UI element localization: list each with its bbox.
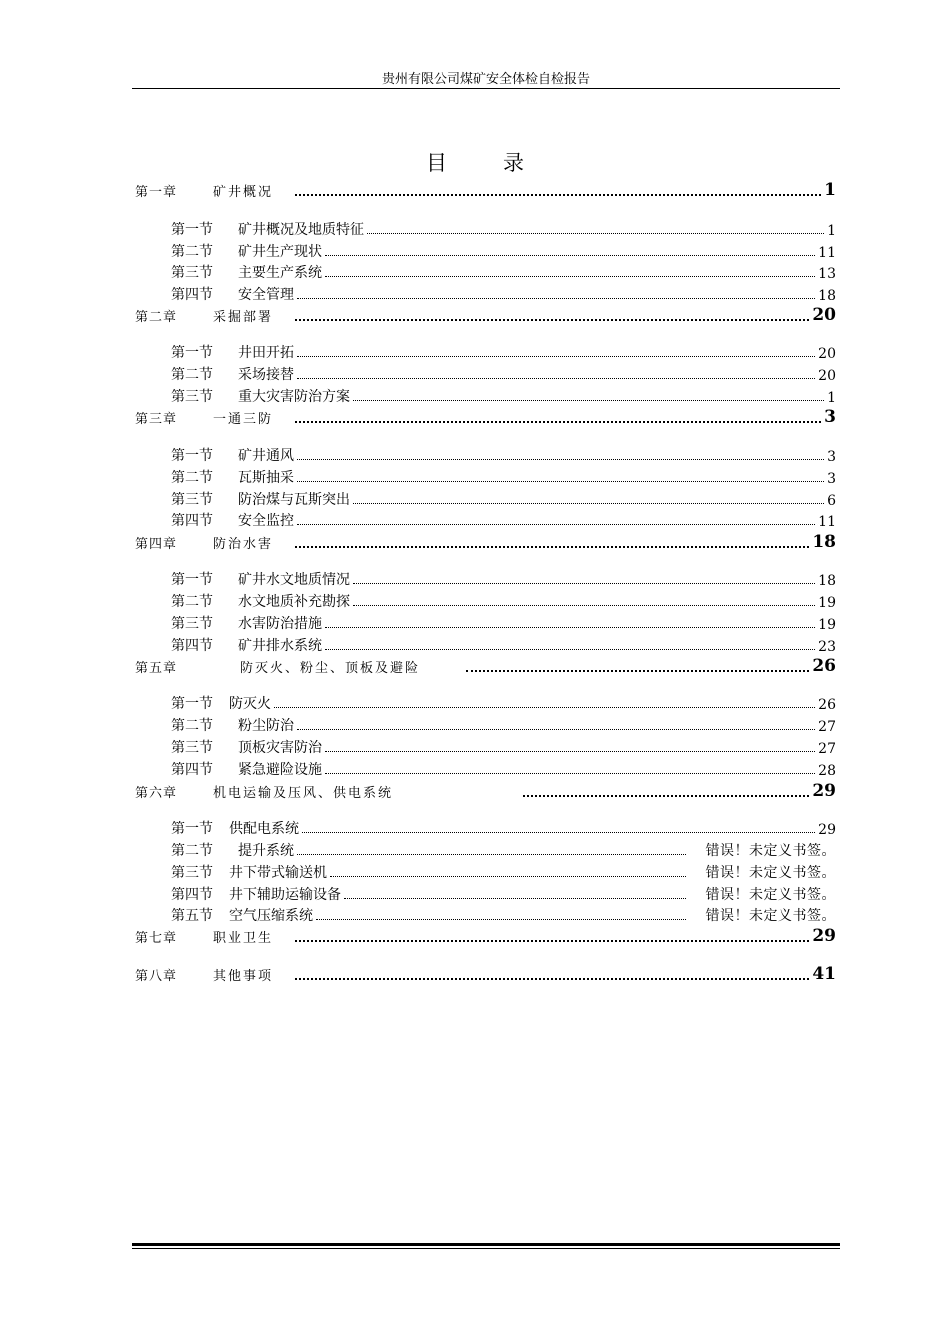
chapter-number: 第五章	[135, 661, 178, 676]
dot-leader	[297, 353, 815, 357]
page-number: 3	[824, 407, 836, 427]
dot-leader	[297, 521, 815, 525]
dot-leader	[325, 748, 815, 752]
page-number: 错误！未定义书签。	[705, 843, 836, 859]
section-number: 第二节	[171, 244, 213, 260]
section-number: 第三节	[171, 740, 213, 756]
chapter-number: 第三章	[135, 412, 178, 427]
section-title: 矿井通风	[238, 448, 294, 464]
chapter-title: 一通三防	[213, 412, 274, 427]
dot-leader	[466, 666, 809, 672]
page-number: 26	[812, 656, 836, 676]
section-number: 第四节	[171, 638, 213, 654]
dot-leader	[316, 916, 686, 920]
dot-leader	[295, 315, 809, 321]
dot-leader	[325, 624, 815, 628]
toc-section-entry[interactable]	[171, 715, 836, 735]
section-number: 第一节	[171, 345, 213, 361]
section-title: 矿井概况及地质特征	[238, 222, 364, 238]
section-title: 重大灾害防治方案	[238, 389, 350, 405]
section-title: 提升系统	[238, 843, 294, 859]
page-number: 18	[818, 573, 836, 589]
toc-section-entry[interactable]	[171, 818, 836, 838]
section-title: 供配电系统	[229, 821, 299, 837]
section-number: 第四节	[171, 287, 213, 303]
chapter-number: 第七章	[135, 931, 178, 946]
page-number: 18	[812, 532, 836, 552]
dot-leader	[523, 791, 809, 797]
chapter-title: 防治水害	[213, 537, 274, 552]
section-title: 紧急避险设施	[238, 762, 322, 778]
page-number: 11	[818, 245, 836, 261]
dot-leader	[353, 602, 815, 606]
section-title: 防治煤与瓦斯突出	[238, 492, 350, 508]
dot-leader	[325, 252, 815, 256]
chapter-title: 机电运输及压风、供电系统	[213, 786, 394, 801]
toc-section-entry[interactable]	[171, 693, 836, 713]
chapter-number: 第八章	[135, 969, 178, 984]
toc-chapter-entry[interactable]	[135, 532, 836, 552]
page-number: 41	[812, 964, 836, 984]
page-number: 29	[818, 822, 836, 838]
section-title: 矿井水文地质情况	[238, 572, 350, 588]
section-number: 第一节	[171, 696, 213, 712]
dot-leader	[295, 190, 821, 196]
toc-section-entry[interactable]	[171, 840, 836, 860]
page-number: 6	[827, 493, 836, 509]
section-number: 第二节	[171, 367, 213, 383]
page-number: 23	[818, 639, 836, 655]
dot-leader	[297, 295, 815, 299]
toc-chapter-entry[interactable]	[135, 180, 836, 200]
toc-section-entry[interactable]	[171, 613, 836, 633]
chapter-title: 职业卫生	[213, 931, 274, 946]
toc-chapter-entry[interactable]	[135, 964, 836, 984]
page-number: 13	[818, 266, 836, 282]
section-number: 第四节	[171, 762, 213, 778]
toc-section-entry[interactable]	[171, 862, 836, 882]
section-number: 第四节	[171, 513, 213, 529]
section-number: 第二节	[171, 470, 213, 486]
toc-section-entry[interactable]	[171, 905, 836, 925]
section-title: 粉尘防治	[238, 718, 294, 734]
toc-chapter-entry[interactable]	[135, 926, 836, 946]
page-number: 19	[818, 617, 836, 633]
page-number: 28	[818, 763, 836, 779]
dot-leader	[295, 936, 809, 942]
page-number: 3	[827, 449, 836, 465]
toc-section-entry[interactable]	[171, 445, 836, 465]
footer-rule-thin	[132, 1248, 840, 1249]
toc-chapter-entry[interactable]	[135, 781, 836, 801]
toc-chapter-entry[interactable]	[135, 656, 836, 676]
toc-section-entry[interactable]	[171, 489, 836, 509]
section-number: 第三节	[171, 616, 213, 632]
section-number: 第三节	[171, 265, 213, 281]
section-number: 第一节	[171, 448, 213, 464]
section-number: 第一节	[171, 821, 213, 837]
chapter-title: 其他事项	[213, 969, 274, 984]
dot-leader	[295, 417, 821, 423]
page-number: 1	[827, 390, 836, 406]
toc-section-entry[interactable]	[171, 884, 836, 904]
section-number: 第一节	[171, 572, 213, 588]
toc-section-entry[interactable]	[171, 569, 836, 589]
toc-chapter-entry[interactable]	[135, 407, 836, 427]
page-number: 27	[818, 741, 836, 757]
section-title: 井下辅助运输设备	[229, 887, 341, 903]
page-number: 11	[818, 514, 836, 530]
dot-leader	[297, 478, 824, 482]
page-number: 错误！未定义书签。	[705, 887, 836, 903]
section-number: 第三节	[171, 389, 213, 405]
chapter-number: 第四章	[135, 537, 178, 552]
section-title: 顶板灾害防治	[238, 740, 322, 756]
toc-section-entry[interactable]	[171, 386, 836, 406]
page-number: 26	[818, 697, 836, 713]
page-number: 29	[812, 781, 836, 801]
dot-leader	[344, 895, 686, 899]
toc-title: 目录	[426, 151, 580, 175]
dot-leader	[325, 273, 815, 277]
section-number: 第二节	[171, 594, 213, 610]
page-number: 错误！未定义书签。	[705, 865, 836, 881]
page-number: 错误！未定义书签。	[705, 908, 836, 924]
section-number: 第四节	[171, 887, 213, 903]
dot-leader	[297, 851, 686, 855]
chapter-title: 采掘部署	[213, 310, 274, 325]
page-number: 27	[818, 719, 836, 735]
dot-leader	[367, 230, 824, 234]
section-title: 安全监控	[238, 513, 294, 529]
section-title: 安全管理	[238, 287, 294, 303]
chapter-number: 第六章	[135, 786, 178, 801]
section-number: 第三节	[171, 492, 213, 508]
toc-section-entry[interactable]	[171, 759, 836, 779]
section-title: 矿井排水系统	[238, 638, 322, 654]
section-title: 井下带式输送机	[229, 865, 327, 881]
section-number: 第二节	[171, 843, 213, 859]
section-title: 防灭火	[229, 696, 271, 712]
section-number: 第二节	[171, 718, 213, 734]
chapter-title: 防灭火、粉尘、顶板及避险	[240, 661, 421, 676]
toc-section-entry[interactable]	[171, 284, 836, 304]
page-number: 20	[818, 368, 836, 384]
page-number: 29	[812, 926, 836, 946]
toc-section-entry[interactable]	[171, 737, 836, 757]
toc-section-entry[interactable]	[171, 467, 836, 487]
footer-rule-thick	[132, 1243, 840, 1246]
page-number: 20	[818, 346, 836, 362]
chapter-title: 矿井概况	[213, 185, 274, 200]
page-number: 1	[824, 180, 836, 200]
toc-section-entry[interactable]	[171, 342, 836, 362]
toc-section-entry[interactable]	[171, 635, 836, 655]
section-number: 第一节	[171, 222, 213, 238]
toc-chapter-entry[interactable]	[135, 305, 836, 325]
toc-section-entry[interactable]	[171, 364, 836, 384]
dot-leader	[325, 770, 815, 774]
dot-leader	[295, 974, 809, 980]
dot-leader	[295, 542, 809, 548]
toc-section-entry[interactable]	[171, 591, 836, 611]
chapter-number: 第二章	[135, 310, 178, 325]
section-title: 水文地质补充勘探	[238, 594, 350, 610]
section-title: 空气压缩系统	[229, 908, 313, 924]
dot-leader	[353, 397, 824, 401]
toc-section-entry[interactable]	[171, 262, 836, 282]
section-title: 瓦斯抽采	[238, 470, 294, 486]
page-number: 3	[827, 471, 836, 487]
section-number: 第三节	[171, 865, 213, 881]
page-number: 20	[812, 305, 836, 325]
header-rule	[132, 88, 840, 89]
dot-leader	[353, 580, 815, 584]
section-title: 水害防治措施	[238, 616, 322, 632]
page-number: 1	[827, 223, 836, 239]
section-number: 第五节	[171, 908, 213, 924]
page-number: 19	[818, 595, 836, 611]
toc-section-entry[interactable]	[171, 510, 836, 530]
section-title: 主要生产系统	[238, 265, 322, 281]
dot-leader	[325, 646, 815, 650]
dot-leader	[302, 829, 815, 833]
page-number: 18	[818, 288, 836, 304]
dot-leader	[330, 873, 686, 877]
section-title: 矿井生产现状	[238, 244, 322, 260]
dot-leader	[297, 375, 815, 379]
dot-leader	[353, 500, 824, 504]
dot-leader	[297, 456, 824, 460]
running-header: 贵州有限公司煤矿安全体检自检报告	[381, 72, 590, 87]
section-title: 采场接替	[238, 367, 294, 383]
dot-leader	[274, 704, 815, 708]
toc-section-entry[interactable]	[171, 241, 836, 261]
chapter-number: 第一章	[135, 185, 178, 200]
section-title: 井田开拓	[238, 345, 294, 361]
dot-leader	[297, 726, 815, 730]
toc-section-entry[interactable]	[171, 219, 836, 239]
